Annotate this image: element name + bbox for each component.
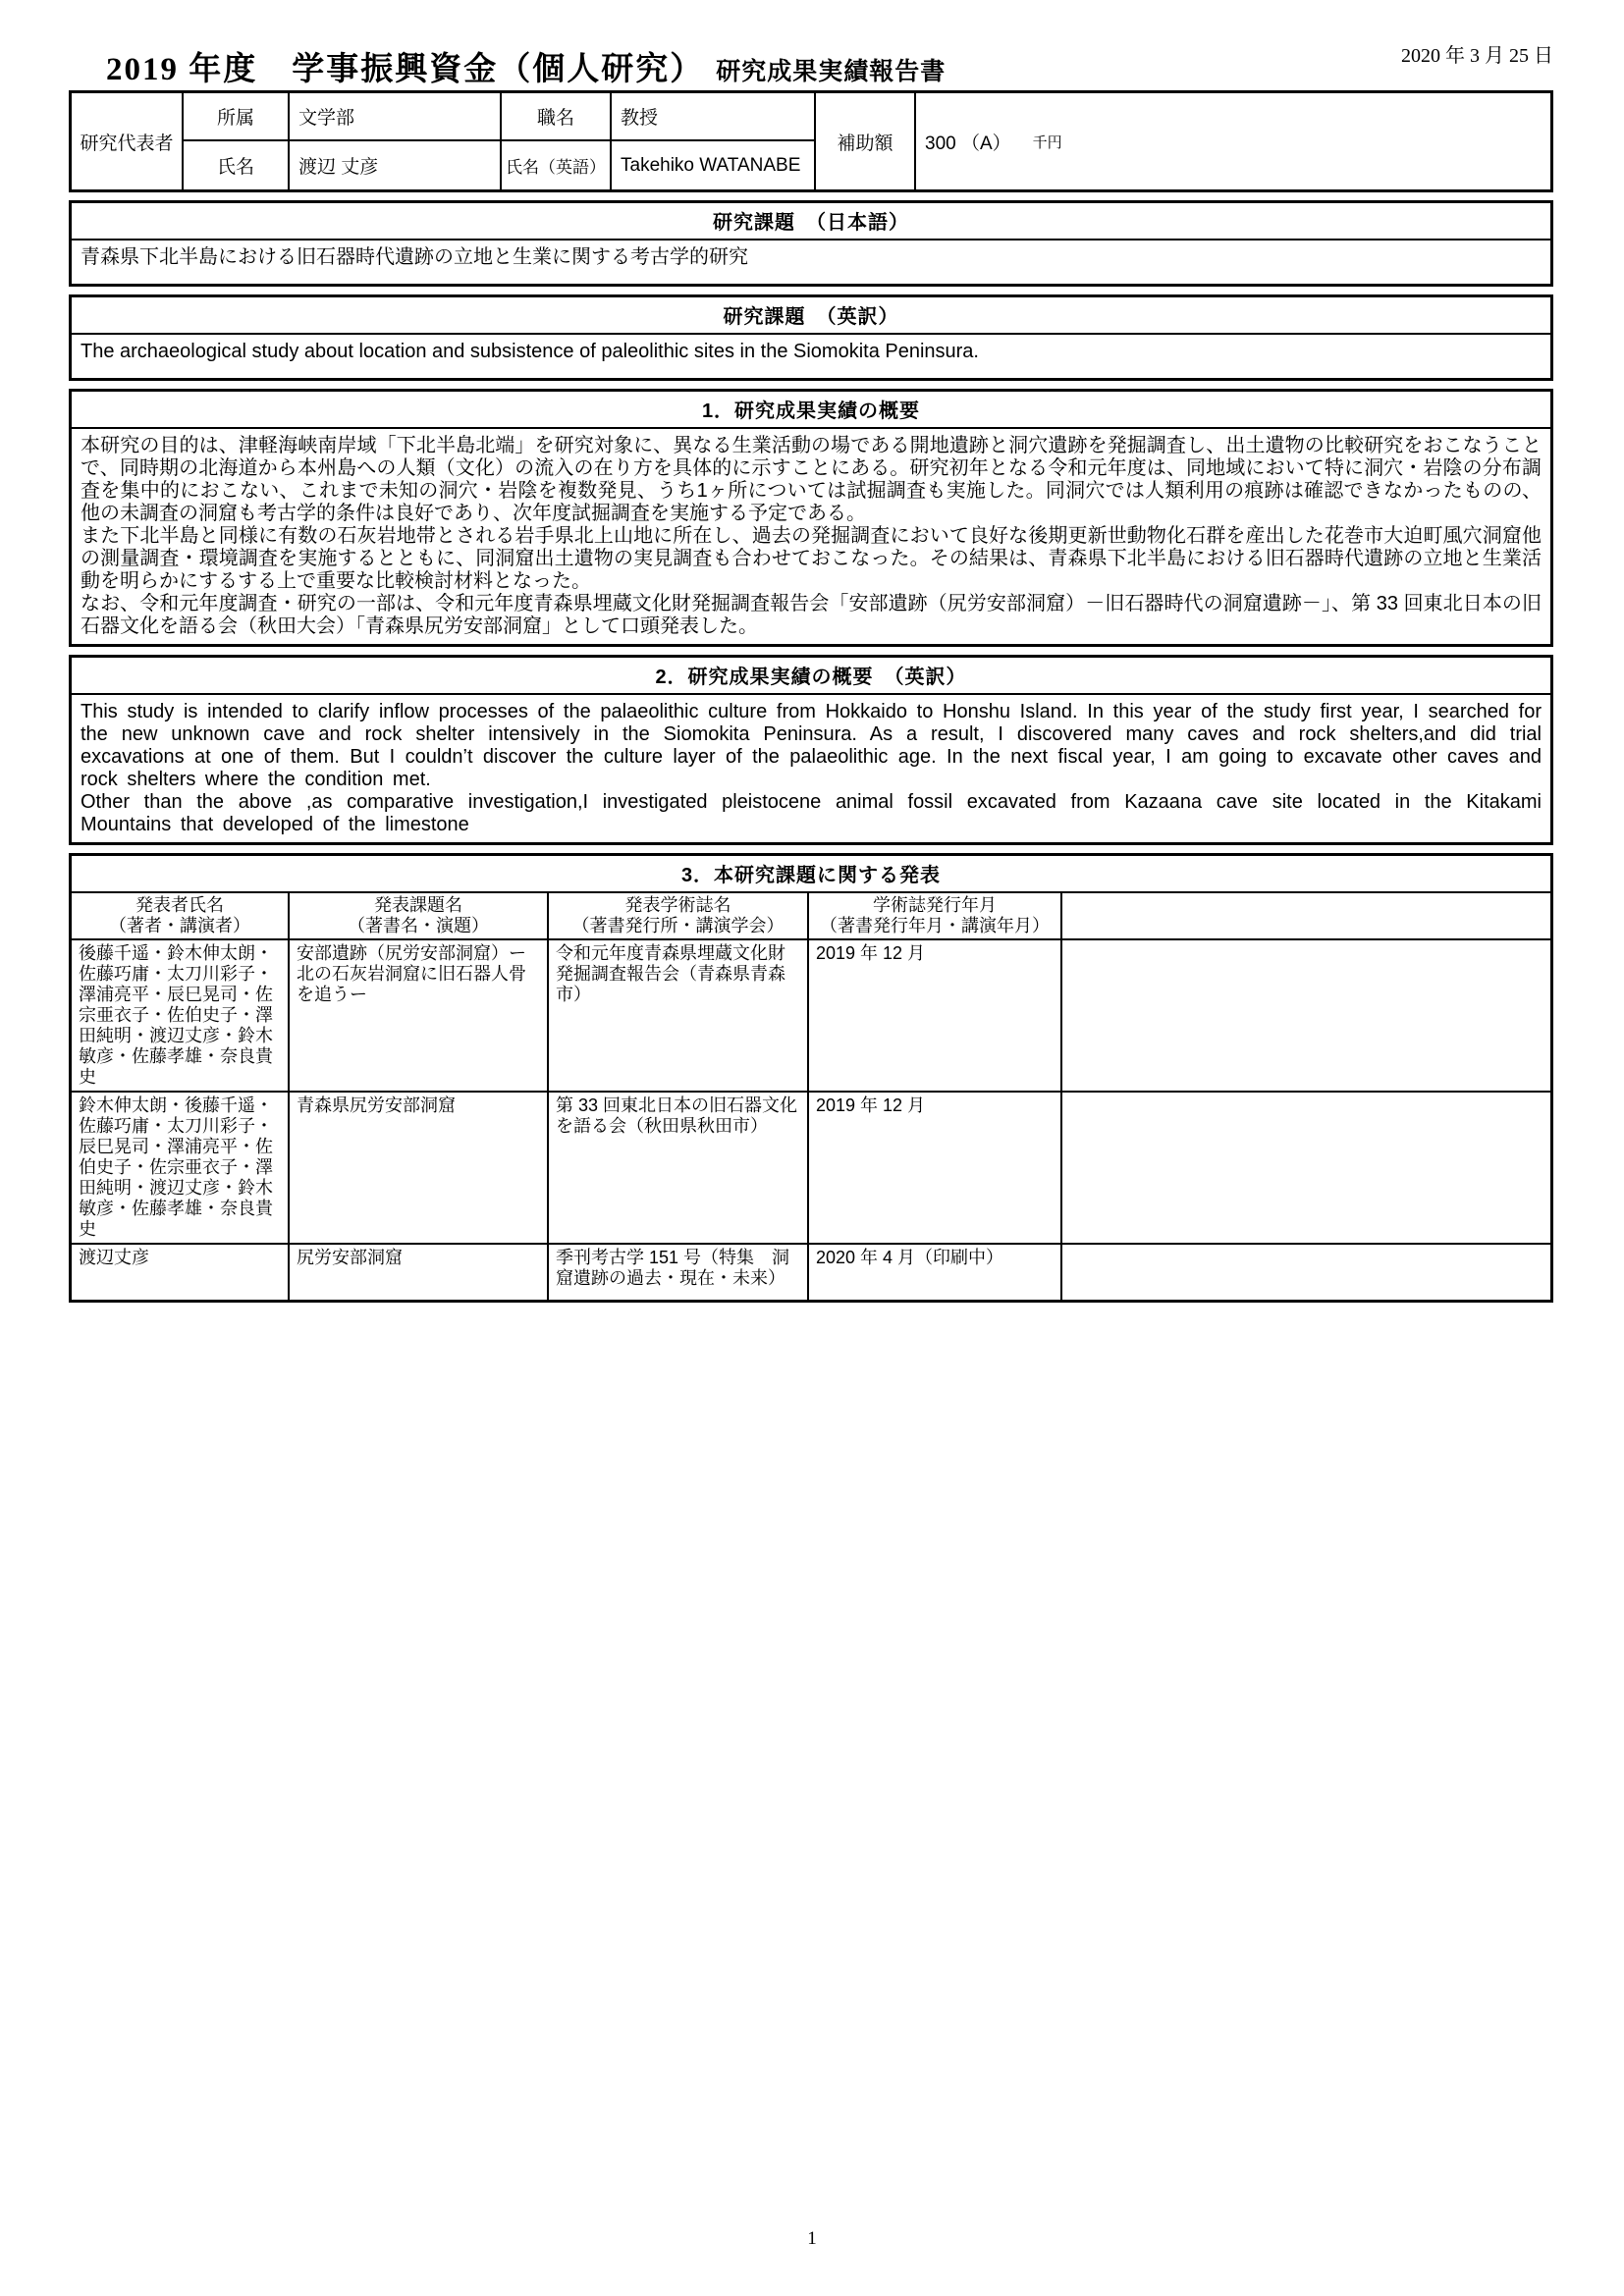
title-cell: 安部遺跡（尻労安部洞窟）ー北の石灰岩洞窟に旧石器人骨を追うー xyxy=(290,940,549,1093)
authors-cell: 渡辺丈彦 xyxy=(72,1245,290,1300)
section-summary-ja xyxy=(69,389,1553,647)
col-header-title xyxy=(290,893,549,940)
empty-cell xyxy=(1062,1093,1550,1245)
affiliation-value: 文学部 xyxy=(290,93,502,141)
title-cell: 青森県尻労安部洞窟 xyxy=(290,1093,549,1245)
section-heading-summary-en: 2．研究成果実績の概要 （英訳） xyxy=(72,658,1550,695)
date-cell: 2019 年 12 月 xyxy=(809,940,1062,1093)
col-header-title-sub: （著書名・演題） xyxy=(348,916,489,935)
summary-en-paragraph: This study is intended to clarify inflow processes of the palaeolithic culture from Hokkaido to Honshu Island. In this year of the study first year, I searched for the new unknown cave and rock shelter intensively in the Siomokita Peninsura. As a result, I discovered many caves and rock shelters,and did trial excavations at one of them. But I couldn’t discover the culture layer of the palaeolithic age. In the next fiscal year, I am going to excavate other caves and rock shelters where the condition met. xyxy=(81,701,1542,790)
grant-unit: 千円 xyxy=(1032,133,1062,151)
col-header-title-title: 発表課題名 xyxy=(374,895,462,915)
page-number: 1 xyxy=(807,2228,817,2249)
authors-cell: 後藤千遥・鈴木伸太朗・佐藤巧庸・太刀川彩子・澤浦亮平・辰巳晃司・佐宗亜衣子・佐伯史子・澤田純明・渡辺丈彦・鈴木敏彦・佐藤孝雄・奈良貴史 xyxy=(72,940,290,1093)
document-date: 2020 年 3 月 25 日 xyxy=(1401,45,1553,67)
section-presentations xyxy=(69,853,1553,1303)
report-form xyxy=(69,90,1553,1303)
summary-ja-paragraph: 本研究の目的は、津軽海峡南岸域「下北半島北端」を研究対象に、異なる生業活動の場である開地遺跡と洞穴遺跡を発掘調査し、出土遺物の比較研究をおこなうことで、同時期の北海道から本州島への人類（文化）の流入の在り方を具体的に示すことにある。研究初年となる令和元年度は、同地域において特に洞穴・岩陰の分布調査を集中的におこない、これまで未知の洞穴・岩陰を複数発見、うち1ヶ所については試掘調査も実施した。同洞穴では人類利用の痕跡は確認できなかったものの、他の未調査の洞窟も考古学的条件は良好であり、次年度試掘調査を実施する予定である。 xyxy=(81,435,1542,524)
col-header-venue-title: 発表学術誌名 xyxy=(624,895,731,915)
date-cell: 2020 年 4 月（印刷中） xyxy=(809,1245,1062,1300)
venue-cell: 令和元年度青森県埋蔵文化財発掘調査報告会（青森県青森市） xyxy=(549,940,809,1093)
empty-cell xyxy=(1062,940,1550,1093)
section-research-title-en xyxy=(69,294,1553,381)
col-header-authors-sub: （著者・講演者） xyxy=(109,916,250,935)
grant-amount-cell xyxy=(916,93,1550,189)
empty-cell xyxy=(1062,1245,1550,1300)
col-header-venue xyxy=(549,893,809,940)
title-cell: 尻労安部洞窟 xyxy=(290,1245,549,1300)
col-header-date-title: 学術誌発行年月 xyxy=(873,895,997,915)
col-header-date xyxy=(809,893,1062,940)
section-summary-en xyxy=(69,655,1553,845)
grant-label: 補助額 xyxy=(816,93,916,189)
empty-cell xyxy=(1062,893,1550,940)
summary-en-paragraph: Other than the above ,as comparative investigation,I investigated pleistocene animal fossil excavated from Kazaana cave site located in the Kitakami Mountains that developed of the limestone xyxy=(81,791,1542,835)
page-title xyxy=(106,43,946,89)
position-value: 教授 xyxy=(612,93,816,141)
research-title-ja-text: 青森県下北半島における旧石器時代遺跡の立地と生業に関する考古学的研究 xyxy=(81,246,748,268)
summary-ja-body xyxy=(72,429,1550,644)
name-en-label: 氏名（英語） xyxy=(502,141,612,189)
col-header-authors xyxy=(72,893,290,940)
rep-label-cell: 研究代表者 xyxy=(72,93,184,189)
summary-en-body xyxy=(72,695,1550,842)
section-heading-research-title-en: 研究課題 （英訳） xyxy=(72,297,1550,335)
title-subtitle: 研究成果実績報告書 xyxy=(716,59,947,85)
researcher-table xyxy=(69,90,1553,192)
position-label: 職名 xyxy=(502,93,612,141)
summary-ja-paragraph: なお、令和元年度調査・研究の一部は、令和元年度青森県埋蔵文化財発掘調査報告会「安部遺跡（尻労安部洞窟）－旧石器時代の洞窟遺跡－」、第 33 回東北日本の旧石器文化を語る会（秋田大会）「青森県尻労安部洞窟」として口頭発表した。 xyxy=(81,593,1542,637)
col-header-venue-sub: （著書発行所・講演学会） xyxy=(571,916,785,935)
presentations-table xyxy=(72,893,1550,1300)
grant-amount: 300 （A） xyxy=(925,133,1011,154)
research-title-en-text: The archaeological study about location and subsistence of paleolithic sites in the Siomokita Peninsura. xyxy=(81,341,979,362)
section-heading-presentations: 3．本研究課題に関する発表 xyxy=(72,856,1550,893)
col-header-authors-title: 発表者氏名 xyxy=(135,895,224,915)
date-cell: 2019 年 12 月 xyxy=(809,1093,1062,1245)
venue-cell: 季刊考古学 151 号（特集 洞窟遺跡の過去・現在・未来） xyxy=(549,1245,809,1300)
section-research-title-ja xyxy=(69,200,1553,287)
venue-cell: 第 33 回東北日本の旧石器文化を語る会（秋田県秋田市） xyxy=(549,1093,809,1245)
name-label: 氏名 xyxy=(184,141,290,189)
title-main: 2019 年度 学事振興資金（個人研究） xyxy=(106,52,705,87)
affiliation-label: 所属 xyxy=(184,93,290,141)
name-en-value: Takehiko WATANABE xyxy=(612,141,816,189)
section-heading-research-title-ja: 研究課題 （日本語） xyxy=(72,203,1550,240)
authors-cell: 鈴木伸太朗・後藤千遥・佐藤巧庸・太刀川彩子・辰巳晃司・澤浦亮平・佐伯史子・佐宗亜衣子・澤田純明・渡辺丈彦・鈴木敏彦・佐藤孝雄・奈良貴史 xyxy=(72,1093,290,1245)
name-value: 渡辺 丈彦 xyxy=(290,141,502,189)
section-heading-summary-ja: 1．研究成果実績の概要 xyxy=(72,392,1550,429)
col-header-date-sub: （著書発行年月・講演年月） xyxy=(820,916,1050,935)
summary-ja-paragraph: また下北半島と同様に有数の石灰岩地帯とされる岩手県北上山地に所在し、過去の発掘調査において良好な後期更新世動物化石群を産出した花巻市大迫町風穴洞窟他の測量調査・環境調査を実施するとともに、同洞窟出土遺物の実見調査も合わせておこなった。その結果は、青森県下北半島における旧石器時代遺跡の立地と生業活動を明らかにするする上で重要な比較検討材料となった。 xyxy=(81,525,1542,592)
